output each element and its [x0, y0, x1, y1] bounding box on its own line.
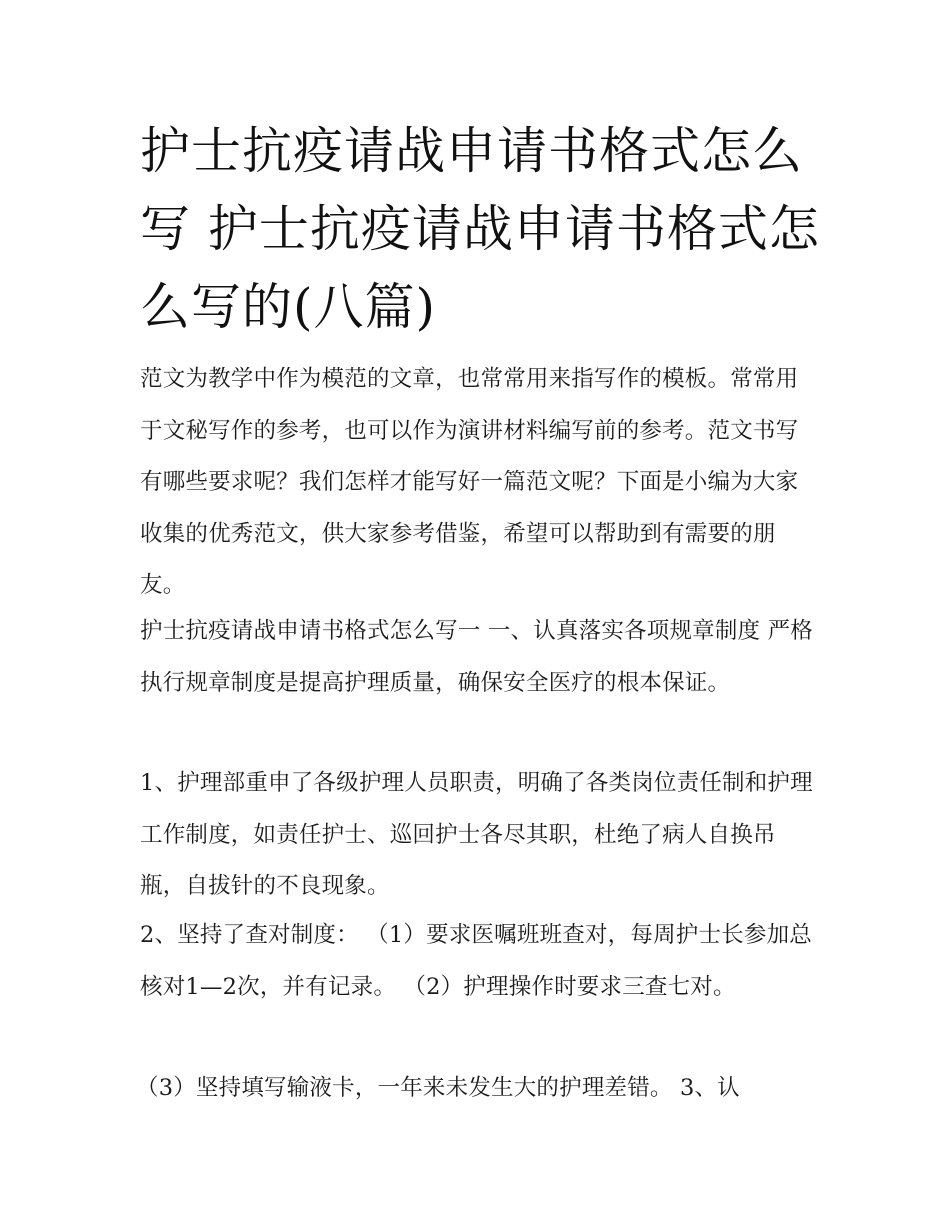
item-one-paragraph: 1、护理部重申了各级护理人员职责，明确了各类岗位责任制和护理工作制度，如责任护士、巡回护士各尽其职，杜绝了病人自换吊瓶，自拔针的不良现象。	[140, 770, 813, 899]
document-title: 护士抗疫请战申请书格式怎么写 护士抗疫请战申请书格式怎么写的(八篇)	[140, 122, 820, 336]
item-three-paragraph: （3）坚持填写输液卡，一年来未发生大的护理差错。 3、认	[136, 1075, 740, 1101]
item-two-paragraph: 2、坚持了查对制度： （1）要求医嘱班班查对，每周护士长参加总核对1—2次，并有记录。 （2）护理操作时要求三查七对。	[140, 922, 812, 1000]
intro-paragraph: 范文为教学中作为模范的文章，也常常用来指写作的模板。常常用于文秘写作的参考，也可以作为演讲材料编写前的参考。范文书写有哪些要求呢？我们怎样才能写好一篇范文呢？下面是小编为大家收集的优秀范文，供大家参考借鉴，希望可以帮助到有需要的朋友。	[140, 366, 799, 598]
section-one-paragraph: 护士抗疫请战申请书格式怎么写一 一、认真落实各项规章制度 严格执行规章制度是提高护理质量，确保安全医疗的根本保证。	[140, 618, 814, 696]
